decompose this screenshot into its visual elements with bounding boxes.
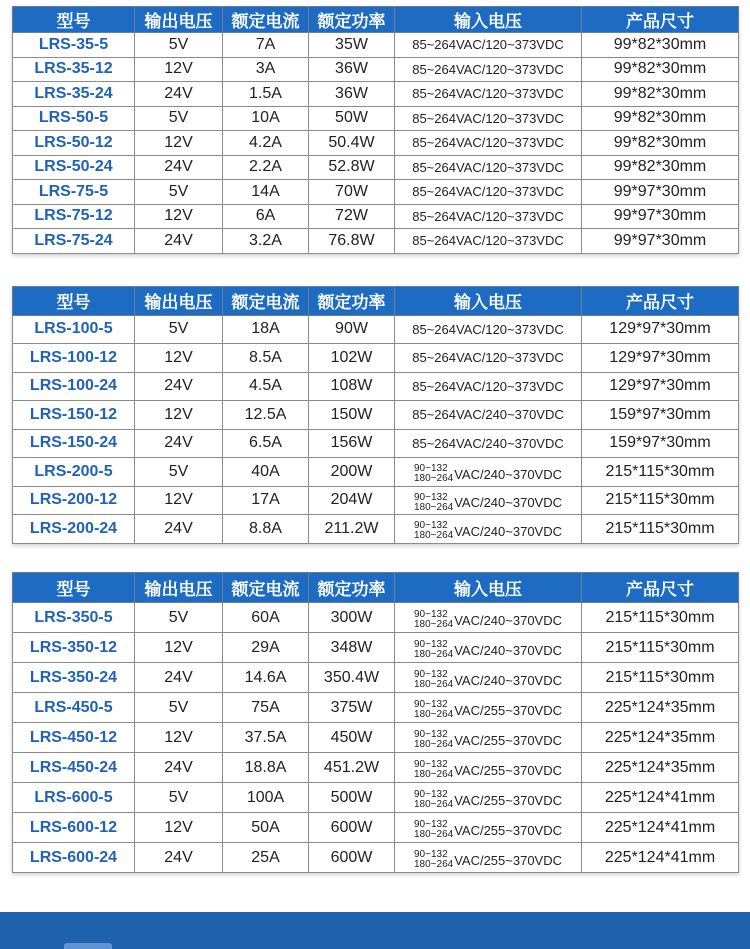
table-row — [13, 603, 739, 633]
output-voltage-cell: 5V — [135, 33, 223, 58]
ac-range-stack — [414, 521, 453, 541]
input-voltage-cell — [395, 843, 582, 873]
output-voltage-cell: 5V — [135, 458, 223, 487]
output-voltage-cell: 5V — [135, 180, 223, 205]
rated-power-cell: 35W — [309, 33, 395, 58]
header-product-size: 产品尺寸 — [582, 287, 739, 316]
rated-power-cell: 76.8W — [309, 229, 395, 254]
ac-range-low: 90~132 — [413, 520, 448, 532]
input-voltage-cell — [395, 723, 582, 753]
input-voltage-cell — [395, 82, 582, 107]
table-row — [13, 663, 739, 693]
input-voltage-cell — [395, 401, 582, 430]
model-cell: LRS-50-12 — [13, 131, 135, 156]
input-voltage-cell — [395, 229, 582, 254]
rated-current-cell: 18A — [223, 315, 309, 344]
header-output-voltage: 输出电压 — [135, 287, 223, 316]
output-voltage-cell: 24V — [135, 753, 223, 783]
ac-range-high: 180~264 — [413, 769, 454, 780]
ac-range-stack — [414, 670, 453, 690]
product-size-cell: 99*97*30mm — [582, 229, 739, 254]
rated-current-cell: 6A — [223, 204, 309, 229]
input-voltage-cell — [395, 57, 582, 82]
table-row — [13, 486, 739, 515]
rated-power-cell: 350.4W — [309, 663, 395, 693]
input-voltage-cell — [395, 515, 582, 544]
product-size-cell: 159*97*30mm — [582, 429, 739, 458]
rated-current-cell: 29A — [223, 633, 309, 663]
header-row — [13, 573, 739, 603]
table-row — [13, 204, 739, 229]
rated-current-cell: 14.6A — [223, 663, 309, 693]
input-voltage-text: 85~264VAC/120~373VDC — [412, 233, 564, 249]
input-voltage-text: VAC/240~370VDC — [454, 466, 562, 482]
model-cell: LRS-450-12 — [13, 723, 135, 753]
table-row — [13, 229, 739, 254]
ac-range-stack — [414, 700, 453, 720]
input-voltage-value — [412, 62, 564, 77]
ac-range-stack — [414, 610, 453, 630]
header-product-size: 产品尺寸 — [582, 7, 739, 33]
rated-power-cell: 204W — [309, 486, 395, 515]
rated-current-cell: 8.5A — [223, 344, 309, 373]
output-voltage-cell: 5V — [135, 106, 223, 131]
model-cell: LRS-100-24 — [13, 372, 135, 401]
input-voltage-cell — [395, 663, 582, 693]
output-voltage-cell: 24V — [135, 229, 223, 254]
ac-range-high: 180~264 — [413, 679, 454, 690]
rated-power-cell: 600W — [309, 843, 395, 873]
rated-current-cell: 6.5A — [223, 429, 309, 458]
rated-current-cell: 7A — [223, 33, 309, 58]
header-rated-power: 额定功率 — [309, 287, 395, 316]
table-row — [13, 315, 739, 344]
model-cell: LRS-200-12 — [13, 486, 135, 515]
rated-current-cell: 40A — [223, 458, 309, 487]
rated-power-cell: 600W — [309, 813, 395, 843]
header-model: 型号 — [13, 287, 135, 316]
product-size-cell: 99*82*30mm — [582, 57, 739, 82]
input-voltage-cell — [395, 429, 582, 458]
rated-current-cell: 3A — [223, 57, 309, 82]
product-size-cell: 225*124*41mm — [582, 783, 739, 813]
product-size-cell: 99*82*30mm — [582, 106, 739, 131]
rated-power-cell: 90W — [309, 315, 395, 344]
ac-range-low: 90~132 — [413, 759, 448, 770]
product-size-cell: 99*97*30mm — [582, 204, 739, 229]
product-size-cell: 225*124*35mm — [582, 693, 739, 723]
input-voltage-value — [414, 521, 562, 541]
header-row — [13, 287, 739, 316]
input-voltage-cell — [395, 106, 582, 131]
header-model: 型号 — [13, 573, 135, 603]
input-voltage-value — [414, 493, 562, 513]
rated-current-cell: 37.5A — [223, 723, 309, 753]
model-cell: LRS-350-5 — [13, 603, 135, 633]
input-voltage-text: 85~264VAC/120~373VDC — [412, 321, 564, 337]
product-size-cell: 225*124*41mm — [582, 843, 739, 873]
ac-range-stack — [414, 790, 453, 810]
rated-current-cell: 50A — [223, 813, 309, 843]
table-row — [13, 515, 739, 544]
rated-power-cell: 72W — [309, 204, 395, 229]
table-row — [13, 753, 739, 783]
product-size-cell: 99*97*30mm — [582, 180, 739, 205]
rated-current-cell: 18.8A — [223, 753, 309, 783]
rated-power-cell: 451.2W — [309, 753, 395, 783]
output-voltage-cell: 12V — [135, 633, 223, 663]
table-header — [13, 573, 739, 603]
rated-power-cell: 500W — [309, 783, 395, 813]
table-row — [13, 633, 739, 663]
input-voltage-text: 85~264VAC/120~373VDC — [412, 61, 564, 77]
ac-range-stack — [414, 640, 453, 660]
input-voltage-cell — [395, 753, 582, 783]
ac-range-stack — [414, 760, 453, 780]
input-voltage-cell — [395, 131, 582, 156]
output-voltage-cell: 24V — [135, 663, 223, 693]
rated-power-cell: 108W — [309, 372, 395, 401]
input-voltage-cell — [395, 693, 582, 723]
table-row — [13, 401, 739, 430]
model-cell: LRS-100-5 — [13, 315, 135, 344]
rated-current-cell: 1.5A — [223, 82, 309, 107]
ac-range-stack — [414, 820, 453, 840]
output-voltage-cell: 24V — [135, 515, 223, 544]
product-size-cell: 215*115*30mm — [582, 663, 739, 693]
rated-power-cell: 102W — [309, 344, 395, 373]
output-voltage-cell: 24V — [135, 82, 223, 107]
table-row — [13, 57, 739, 82]
input-voltage-value — [414, 700, 562, 720]
header-rated-current: 额定电流 — [223, 573, 309, 603]
input-voltage-text: 85~264VAC/120~373VDC — [412, 184, 564, 200]
model-cell: LRS-350-24 — [13, 663, 135, 693]
table-row — [13, 813, 739, 843]
table-header — [13, 7, 739, 33]
input-voltage-cell — [395, 204, 582, 229]
product-size-cell: 99*82*30mm — [582, 33, 739, 58]
rated-power-cell: 375W — [309, 693, 395, 723]
output-voltage-cell: 12V — [135, 57, 223, 82]
input-voltage-text: VAC/255~370VDC — [454, 702, 562, 718]
ac-range-low: 90~132 — [413, 699, 448, 710]
input-voltage-cell — [395, 180, 582, 205]
ac-range-high: 180~264 — [413, 859, 454, 870]
input-voltage-text: VAC/255~370VDC — [454, 792, 562, 808]
ac-range-low: 90~132 — [413, 729, 448, 740]
table-row — [13, 155, 739, 180]
ac-range-low: 90~132 — [413, 669, 448, 680]
input-voltage-cell — [395, 633, 582, 663]
input-voltage-text: VAC/240~370VDC — [454, 495, 562, 511]
rated-power-cell: 50.4W — [309, 131, 395, 156]
output-voltage-cell: 12V — [135, 204, 223, 229]
rated-current-cell: 10A — [223, 106, 309, 131]
header-input-voltage: 输入电压 — [395, 573, 582, 603]
input-voltage-value — [412, 135, 564, 150]
ac-range-high: 180~264 — [413, 799, 454, 810]
table-row — [13, 843, 739, 873]
rated-power-cell: 36W — [309, 82, 395, 107]
input-voltage-text: VAC/255~370VDC — [454, 822, 562, 838]
input-voltage-value — [412, 379, 564, 394]
model-cell: LRS-35-12 — [13, 57, 135, 82]
input-voltage-text: VAC/240~370VDC — [454, 612, 562, 628]
rated-power-cell: 300W — [309, 603, 395, 633]
product-size-cell: 99*82*30mm — [582, 131, 739, 156]
table-row — [13, 180, 739, 205]
model-cell: LRS-350-12 — [13, 633, 135, 663]
output-voltage-cell: 12V — [135, 401, 223, 430]
ac-range-low: 90~132 — [413, 609, 448, 620]
model-cell: LRS-200-24 — [13, 515, 135, 544]
table-row — [13, 33, 739, 58]
input-voltage-value — [412, 436, 564, 451]
input-voltage-value — [414, 730, 562, 750]
rated-power-cell: 200W — [309, 458, 395, 487]
model-cell: LRS-35-5 — [13, 33, 135, 58]
header-rated-current: 额定电流 — [223, 287, 309, 316]
product-size-cell: 225*124*35mm — [582, 753, 739, 783]
input-voltage-text: VAC/255~370VDC — [454, 762, 562, 778]
product-size-cell: 99*82*30mm — [582, 155, 739, 180]
header-rated-power: 额定功率 — [309, 7, 395, 33]
input-voltage-text: VAC/255~370VDC — [454, 852, 562, 868]
product-size-cell: 215*115*30mm — [582, 486, 739, 515]
product-size-cell: 225*124*35mm — [582, 723, 739, 753]
rated-current-cell: 8.8A — [223, 515, 309, 544]
rated-power-cell: 156W — [309, 429, 395, 458]
table-row — [13, 723, 739, 753]
input-voltage-value — [414, 670, 562, 690]
model-cell: LRS-50-5 — [13, 106, 135, 131]
input-voltage-value — [412, 86, 564, 101]
input-voltage-cell — [395, 603, 582, 633]
table-header — [13, 287, 739, 316]
output-voltage-cell: 24V — [135, 429, 223, 458]
input-voltage-value — [412, 350, 564, 365]
table-row — [13, 344, 739, 373]
product-size-cell: 215*115*30mm — [582, 633, 739, 663]
header-input-voltage: 输入电压 — [395, 287, 582, 316]
input-voltage-cell — [395, 813, 582, 843]
input-voltage-text: 85~264VAC/240~370VDC — [412, 435, 564, 451]
header-rated-current: 额定电流 — [223, 7, 309, 33]
rated-current-cell: 4.5A — [223, 372, 309, 401]
rated-current-cell: 12.5A — [223, 401, 309, 430]
table-row — [13, 429, 739, 458]
rated-power-cell: 70W — [309, 180, 395, 205]
input-voltage-text: 85~264VAC/120~373VDC — [412, 378, 564, 394]
output-voltage-cell: 5V — [135, 693, 223, 723]
input-voltage-text: 85~264VAC/120~373VDC — [412, 159, 564, 175]
output-voltage-cell: 12V — [135, 344, 223, 373]
spec-table-2 — [12, 286, 739, 544]
output-voltage-cell: 5V — [135, 603, 223, 633]
model-cell: LRS-600-12 — [13, 813, 135, 843]
rated-power-cell: 450W — [309, 723, 395, 753]
ac-range-stack — [414, 493, 453, 513]
rated-power-cell: 50W — [309, 106, 395, 131]
rated-current-cell: 75A — [223, 693, 309, 723]
ac-range-low: 90~132 — [413, 789, 448, 800]
input-voltage-value — [414, 850, 562, 870]
table-row — [13, 106, 739, 131]
output-voltage-cell: 24V — [135, 155, 223, 180]
input-voltage-value — [412, 233, 564, 248]
model-cell: LRS-600-5 — [13, 783, 135, 813]
output-voltage-cell: 24V — [135, 372, 223, 401]
input-voltage-text: 85~264VAC/120~373VDC — [412, 37, 564, 53]
footer-banner — [0, 912, 750, 949]
ac-range-stack — [414, 464, 453, 484]
input-voltage-value — [412, 184, 564, 199]
product-size-cell: 159*97*30mm — [582, 401, 739, 430]
input-voltage-value — [412, 160, 564, 175]
header-output-voltage: 输出电压 — [135, 573, 223, 603]
model-cell: LRS-150-12 — [13, 401, 135, 430]
input-voltage-text: 85~264VAC/120~373VDC — [412, 350, 564, 366]
product-size-cell: 129*97*30mm — [582, 315, 739, 344]
model-cell: LRS-75-12 — [13, 204, 135, 229]
rated-current-cell: 2.2A — [223, 155, 309, 180]
rated-power-cell: 52.8W — [309, 155, 395, 180]
header-row — [13, 7, 739, 33]
input-voltage-cell — [395, 783, 582, 813]
input-voltage-cell — [395, 155, 582, 180]
ac-range-high: 180~264 — [413, 709, 454, 720]
input-voltage-text: VAC/240~370VDC — [454, 523, 562, 539]
input-voltage-text: 85~264VAC/120~373VDC — [412, 110, 564, 126]
header-rated-power: 额定功率 — [309, 573, 395, 603]
table-row — [13, 131, 739, 156]
input-voltage-text: 85~264VAC/120~373VDC — [412, 135, 564, 151]
input-voltage-cell — [395, 33, 582, 58]
output-voltage-cell: 5V — [135, 315, 223, 344]
input-voltage-cell — [395, 315, 582, 344]
ac-range-low: 90~132 — [413, 819, 448, 830]
model-cell: LRS-450-5 — [13, 693, 135, 723]
output-voltage-cell: 12V — [135, 486, 223, 515]
ac-range-high: 180~264 — [413, 530, 454, 542]
spec-table-3 — [12, 572, 739, 873]
input-voltage-cell — [395, 486, 582, 515]
header-model: 型号 — [13, 7, 135, 33]
input-voltage-value — [412, 407, 564, 422]
ac-range-high: 180~264 — [413, 473, 454, 485]
table-row — [13, 82, 739, 107]
rated-power-cell: 211.2W — [309, 515, 395, 544]
input-voltage-text: 85~264VAC/120~373VDC — [412, 86, 564, 102]
header-product-size: 产品尺寸 — [582, 573, 739, 603]
ac-range-high: 180~264 — [413, 649, 454, 660]
model-cell: LRS-150-24 — [13, 429, 135, 458]
output-voltage-cell: 24V — [135, 843, 223, 873]
model-cell: LRS-200-5 — [13, 458, 135, 487]
rated-current-cell: 25A — [223, 843, 309, 873]
rated-current-cell: 100A — [223, 783, 309, 813]
rated-current-cell: 60A — [223, 603, 309, 633]
input-voltage-value — [412, 209, 564, 224]
input-voltage-text: 85~264VAC/240~370VDC — [412, 407, 564, 423]
product-size-cell: 215*115*30mm — [582, 458, 739, 487]
product-size-cell: 215*115*30mm — [582, 515, 739, 544]
ac-range-high: 180~264 — [413, 739, 454, 750]
ac-range-low: 90~132 — [413, 639, 448, 650]
ac-range-high: 180~264 — [413, 829, 454, 840]
input-voltage-value — [414, 464, 562, 484]
ac-range-high: 180~264 — [413, 619, 454, 630]
header-output-voltage: 输出电压 — [135, 7, 223, 33]
output-voltage-cell: 12V — [135, 723, 223, 753]
product-size-cell: 129*97*30mm — [582, 344, 739, 373]
ac-range-low: 90~132 — [413, 849, 448, 860]
header-input-voltage: 输入电压 — [395, 7, 582, 33]
table-row — [13, 372, 739, 401]
ac-range-low: 90~132 — [413, 463, 448, 475]
rated-current-cell: 17A — [223, 486, 309, 515]
product-size-cell: 99*82*30mm — [582, 82, 739, 107]
input-voltage-text: VAC/255~370VDC — [454, 732, 562, 748]
input-voltage-value — [412, 322, 564, 337]
input-voltage-value — [414, 820, 562, 840]
input-voltage-value — [412, 37, 564, 52]
rated-power-cell: 348W — [309, 633, 395, 663]
rated-current-cell: 3.2A — [223, 229, 309, 254]
spec-table-1 — [12, 6, 739, 254]
output-voltage-cell: 12V — [135, 813, 223, 843]
model-cell: LRS-75-24 — [13, 229, 135, 254]
table-row — [13, 783, 739, 813]
output-voltage-cell: 5V — [135, 783, 223, 813]
ac-range-low: 90~132 — [413, 491, 448, 503]
input-voltage-value — [414, 640, 562, 660]
rated-power-cell: 150W — [309, 401, 395, 430]
input-voltage-text: VAC/240~370VDC — [454, 672, 562, 688]
input-voltage-cell — [395, 458, 582, 487]
model-cell: LRS-450-24 — [13, 753, 135, 783]
model-cell: LRS-35-24 — [13, 82, 135, 107]
input-voltage-value — [414, 760, 562, 780]
model-cell: LRS-600-24 — [13, 843, 135, 873]
input-voltage-value — [414, 790, 562, 810]
rated-current-cell: 4.2A — [223, 131, 309, 156]
output-voltage-cell: 12V — [135, 131, 223, 156]
footer-decoration — [64, 943, 112, 949]
table-row — [13, 693, 739, 723]
rated-current-cell: 14A — [223, 180, 309, 205]
model-cell: LRS-50-24 — [13, 155, 135, 180]
ac-range-stack — [414, 730, 453, 750]
input-voltage-cell — [395, 372, 582, 401]
product-size-cell: 129*97*30mm — [582, 372, 739, 401]
model-cell: LRS-100-12 — [13, 344, 135, 373]
input-voltage-text: 85~264VAC/120~373VDC — [412, 208, 564, 224]
product-size-cell: 225*124*41mm — [582, 813, 739, 843]
input-voltage-value — [414, 610, 562, 630]
input-voltage-value — [412, 111, 564, 126]
input-voltage-text: VAC/240~370VDC — [454, 642, 562, 658]
ac-range-high: 180~264 — [413, 501, 454, 513]
product-size-cell: 215*115*30mm — [582, 603, 739, 633]
model-cell: LRS-75-5 — [13, 180, 135, 205]
table-row — [13, 458, 739, 487]
rated-power-cell: 36W — [309, 57, 395, 82]
input-voltage-cell — [395, 344, 582, 373]
ac-range-stack — [414, 850, 453, 870]
